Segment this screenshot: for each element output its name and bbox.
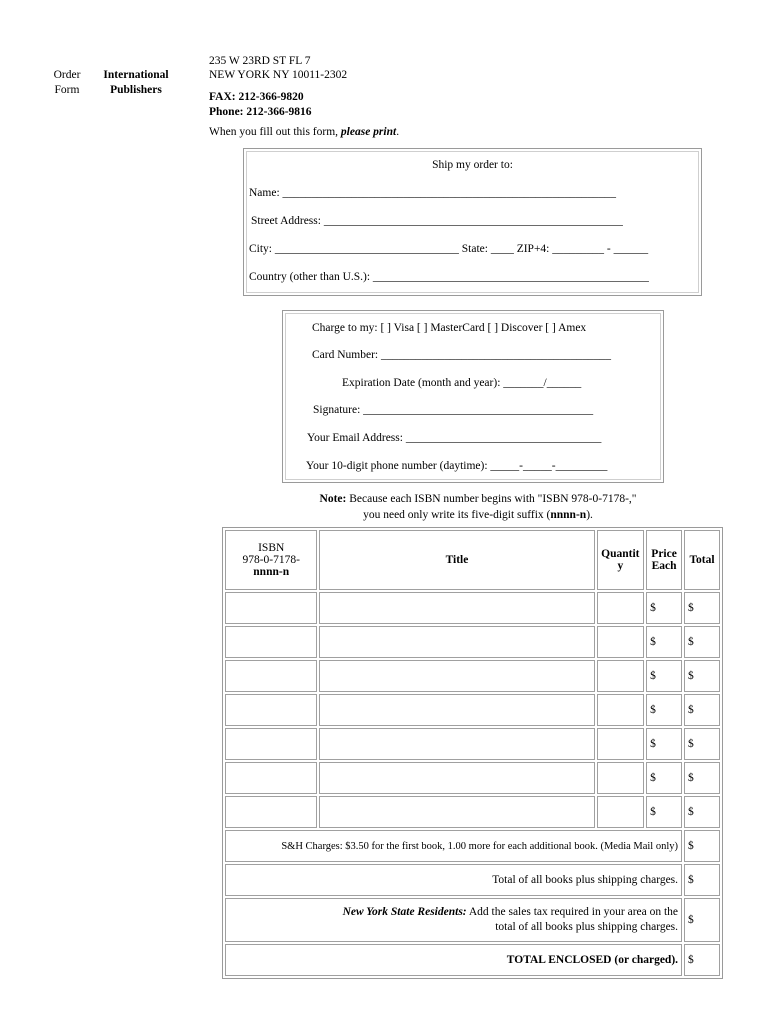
print-note-emphasis: please print: [340, 126, 397, 138]
print-instruction: [209, 126, 399, 138]
ny-tax-text2: total of all books plus shipping charges.: [495, 921, 679, 933]
total-enclosed-label: TOTAL ENCLOSED (or charged).: [225, 944, 682, 976]
signature-field[interactable]: Signature: ________________________________________: [313, 404, 594, 416]
isbn-note: [258, 491, 698, 523]
isbn-note-line1: [258, 491, 698, 507]
price-cell[interactable]: $: [646, 796, 682, 828]
note-text1: Because each ISBN number begins with "ISBN 978-0-7178-,": [346, 493, 637, 505]
expiration-field[interactable]: Expiration Date (month and year): _______/______: [342, 377, 582, 389]
phone-number: Phone: 212-366-9816: [209, 106, 312, 118]
quantity-cell[interactable]: [597, 626, 645, 658]
table-row: [225, 592, 720, 624]
publisher-line1: International: [103, 69, 169, 81]
note-text2-bold: nnnn-n: [550, 509, 587, 521]
street-address-field[interactable]: Street Address: ____________________________________________________: [251, 215, 623, 227]
quantity-cell[interactable]: [597, 762, 645, 794]
quantity-cell[interactable]: [597, 728, 645, 760]
header-price-each: [646, 530, 682, 590]
isbn-cell[interactable]: [225, 626, 317, 658]
header-quantity: [597, 530, 645, 590]
ny-tax-text1: Add the sales tax required in your area on the: [466, 906, 679, 918]
quantity-cell[interactable]: [597, 660, 645, 692]
contact-info: [209, 90, 312, 120]
header-quantity-line2: y: [617, 560, 624, 572]
charge-options[interactable]: Charge to my: [ ] Visa [ ] MasterCard [ ] Discover [ ] Amex: [312, 322, 587, 334]
payment-box: [282, 310, 664, 483]
table-row: [225, 660, 720, 692]
shipping-box: [243, 148, 702, 296]
total-cell[interactable]: $: [684, 762, 720, 794]
city-state-zip-field[interactable]: City: ________________________________ State: ____ ZIP+4: _________ - ______: [249, 243, 649, 255]
price-cell[interactable]: $: [646, 762, 682, 794]
header-isbn-line2: 978-0-7178-: [242, 554, 300, 566]
table-row: [225, 694, 720, 726]
total-cell[interactable]: $: [684, 592, 720, 624]
header-total: Total: [684, 530, 720, 590]
sh-charges-row: [225, 830, 720, 862]
header-quantity-line1: Quantit: [601, 548, 640, 560]
print-note-prefix: When you fill out this form,: [209, 126, 341, 138]
title-cell[interactable]: [319, 592, 594, 624]
print-note-suffix: .: [396, 126, 400, 138]
country-field[interactable]: Country (other than U.S.): ________________________________________________: [249, 271, 649, 283]
total-cell[interactable]: $: [684, 660, 720, 692]
title-cell[interactable]: [319, 728, 594, 760]
isbn-cell[interactable]: [225, 592, 317, 624]
title-cell[interactable]: [319, 660, 594, 692]
total-enclosed-cell[interactable]: $: [684, 944, 720, 976]
address-line1: 235 W 23RD ST FL 7: [209, 55, 311, 67]
card-number-field[interactable]: Card Number: ________________________________________: [312, 349, 611, 361]
isbn-cell[interactable]: [225, 796, 317, 828]
form-label: Form: [54, 84, 80, 96]
price-cell[interactable]: $: [646, 694, 682, 726]
total-cell[interactable]: $: [684, 796, 720, 828]
quantity-cell[interactable]: [597, 694, 645, 726]
header-price-line2: Each: [651, 560, 677, 572]
header-price-line1: Price: [651, 548, 677, 560]
isbn-note-line2: [258, 507, 698, 523]
ny-tax-label: [225, 898, 682, 942]
isbn-cell[interactable]: [225, 728, 317, 760]
total-cell[interactable]: $: [684, 728, 720, 760]
name-field[interactable]: Name: __________________________________________________________: [249, 187, 617, 199]
order-form-label: [48, 68, 86, 98]
title-cell[interactable]: [319, 762, 594, 794]
books-total-row: [225, 864, 720, 896]
header-isbn-line3: nnnn-n: [253, 566, 290, 578]
publisher-line2: Publishers: [110, 84, 162, 96]
publisher-name: [96, 68, 176, 98]
price-cell[interactable]: $: [646, 660, 682, 692]
price-cell[interactable]: $: [646, 626, 682, 658]
quantity-cell[interactable]: [597, 592, 645, 624]
sh-charges-label: S&H Charges: $3.50 for the first book, 1.00 more for each additional book. (Media Mail only): [225, 830, 682, 862]
header-title: Title: [319, 530, 594, 590]
books-total-cell[interactable]: $: [684, 864, 720, 896]
title-cell[interactable]: [319, 694, 594, 726]
ny-residents-label: New York State Residents:: [342, 906, 467, 918]
fax-number: FAX: 212-366-9820: [209, 91, 304, 103]
note-label: Note:: [319, 493, 347, 505]
title-cell[interactable]: [319, 626, 594, 658]
ny-tax-row: [225, 898, 720, 942]
ny-tax-cell[interactable]: $: [684, 898, 720, 942]
publisher-address: [209, 54, 347, 82]
table-row: [225, 762, 720, 794]
table-header-row: [225, 530, 720, 590]
isbn-cell[interactable]: [225, 694, 317, 726]
order-table: [222, 527, 723, 979]
isbn-cell[interactable]: [225, 660, 317, 692]
address-line2: NEW YORK NY 10011-2302: [209, 69, 348, 81]
total-cell[interactable]: $: [684, 626, 720, 658]
total-cell[interactable]: $: [684, 694, 720, 726]
price-cell[interactable]: $: [646, 592, 682, 624]
books-total-label: Total of all books plus shipping charges.: [225, 864, 682, 896]
order-label: Order: [53, 69, 81, 81]
table-row: [225, 626, 720, 658]
title-cell[interactable]: [319, 796, 594, 828]
daytime-phone-field[interactable]: Your 10-digit phone number (daytime): _____-_____-_________: [306, 460, 608, 472]
ny-tax-line1: [229, 905, 678, 920]
total-enclosed-row: [225, 944, 720, 976]
header-isbn: [225, 530, 317, 590]
sh-charges-cell[interactable]: $: [684, 830, 720, 862]
table-row: [225, 796, 720, 828]
price-cell[interactable]: $: [646, 728, 682, 760]
note-text2-suffix: ).: [586, 509, 593, 521]
email-field[interactable]: Your Email Address: __________________________________: [307, 432, 602, 444]
header-isbn-line1: ISBN: [258, 542, 285, 554]
isbn-cell[interactable]: [225, 762, 317, 794]
shipping-title: Ship my order to:: [432, 159, 513, 171]
table-row: [225, 728, 720, 760]
quantity-cell[interactable]: [597, 796, 645, 828]
note-text2-prefix: you need only write its five-digit suffix (: [363, 509, 551, 521]
